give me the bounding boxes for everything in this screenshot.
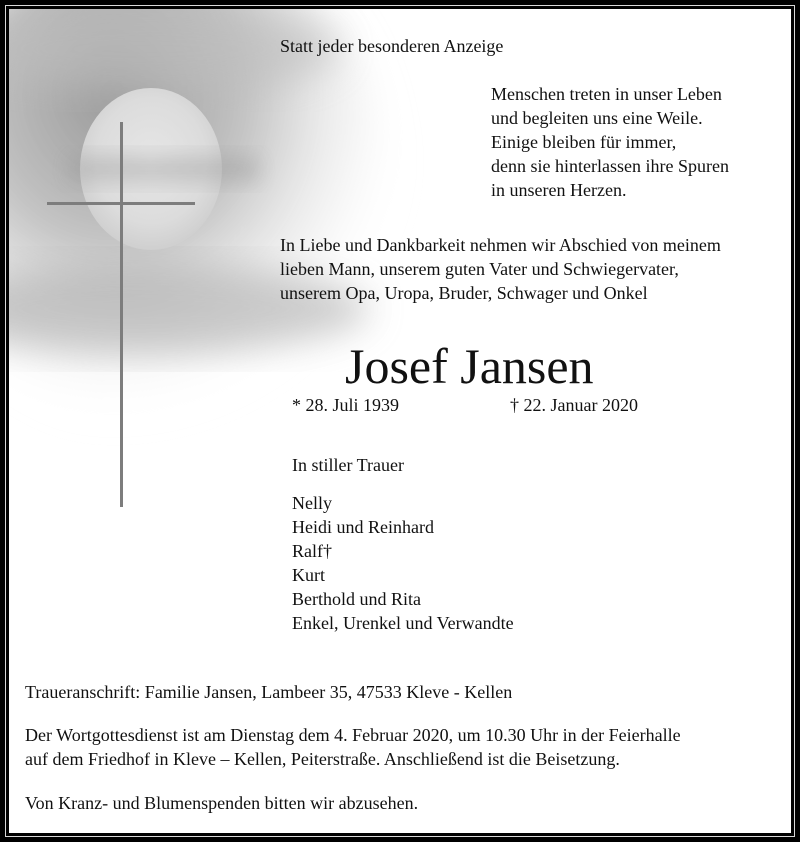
mourner: Ralf† <box>292 541 332 561</box>
death-date: † 22. Januar 2020 <box>510 395 638 415</box>
mourner: Heidi und Reinhard <box>292 517 434 537</box>
mourner: Nelly <box>292 493 332 513</box>
mourning-label: In stiller Trauer <box>292 455 404 475</box>
deceased-name: Josef Jansen <box>345 338 594 394</box>
service-line: auf dem Friedhof in Kleve – Kellen, Peiterstraße. Anschließend ist die Beisetzung. <box>25 749 620 769</box>
intro-line: unserem Opa, Uropa, Bruder, Schwager und Onkel <box>280 283 648 303</box>
mourning-address: Traueranschrift: Familie Jansen, Lambeer 35, 47533 Kleve - Kellen <box>25 682 513 702</box>
notice-header: Statt jeder besonderen Anzeige <box>280 36 504 56</box>
poem-line: und begleiten uns eine Weile. <box>491 108 703 128</box>
intro-line: In Liebe und Dankbarkeit nehmen wir Abschied von meinem <box>280 235 721 255</box>
poem-line: denn sie hinterlassen ihre Spuren <box>491 156 729 176</box>
intro-line: lieben Mann, unserem guten Vater und Schwiegervater, <box>280 259 679 279</box>
birth-date: * 28. Juli 1939 <box>292 395 400 415</box>
obituary-notice <box>7 7 793 835</box>
closing-note: Von Kranz- und Blumenspenden bitten wir abzusehen. <box>25 793 419 813</box>
service-line: Der Wortgottesdienst ist am Dienstag dem 4. Februar 2020, um 10.30 Uhr in der Feierhalle <box>25 725 681 745</box>
poem-line: Menschen treten in unser Leben <box>491 84 722 104</box>
mourner: Enkel, Urenkel und Verwandte <box>292 613 514 633</box>
mourner: Kurt <box>292 565 325 585</box>
poem-line: in unseren Herzen. <box>491 180 627 200</box>
poem-line: Einige bleiben für immer, <box>491 132 677 152</box>
mourner: Berthold und Rita <box>292 589 421 609</box>
